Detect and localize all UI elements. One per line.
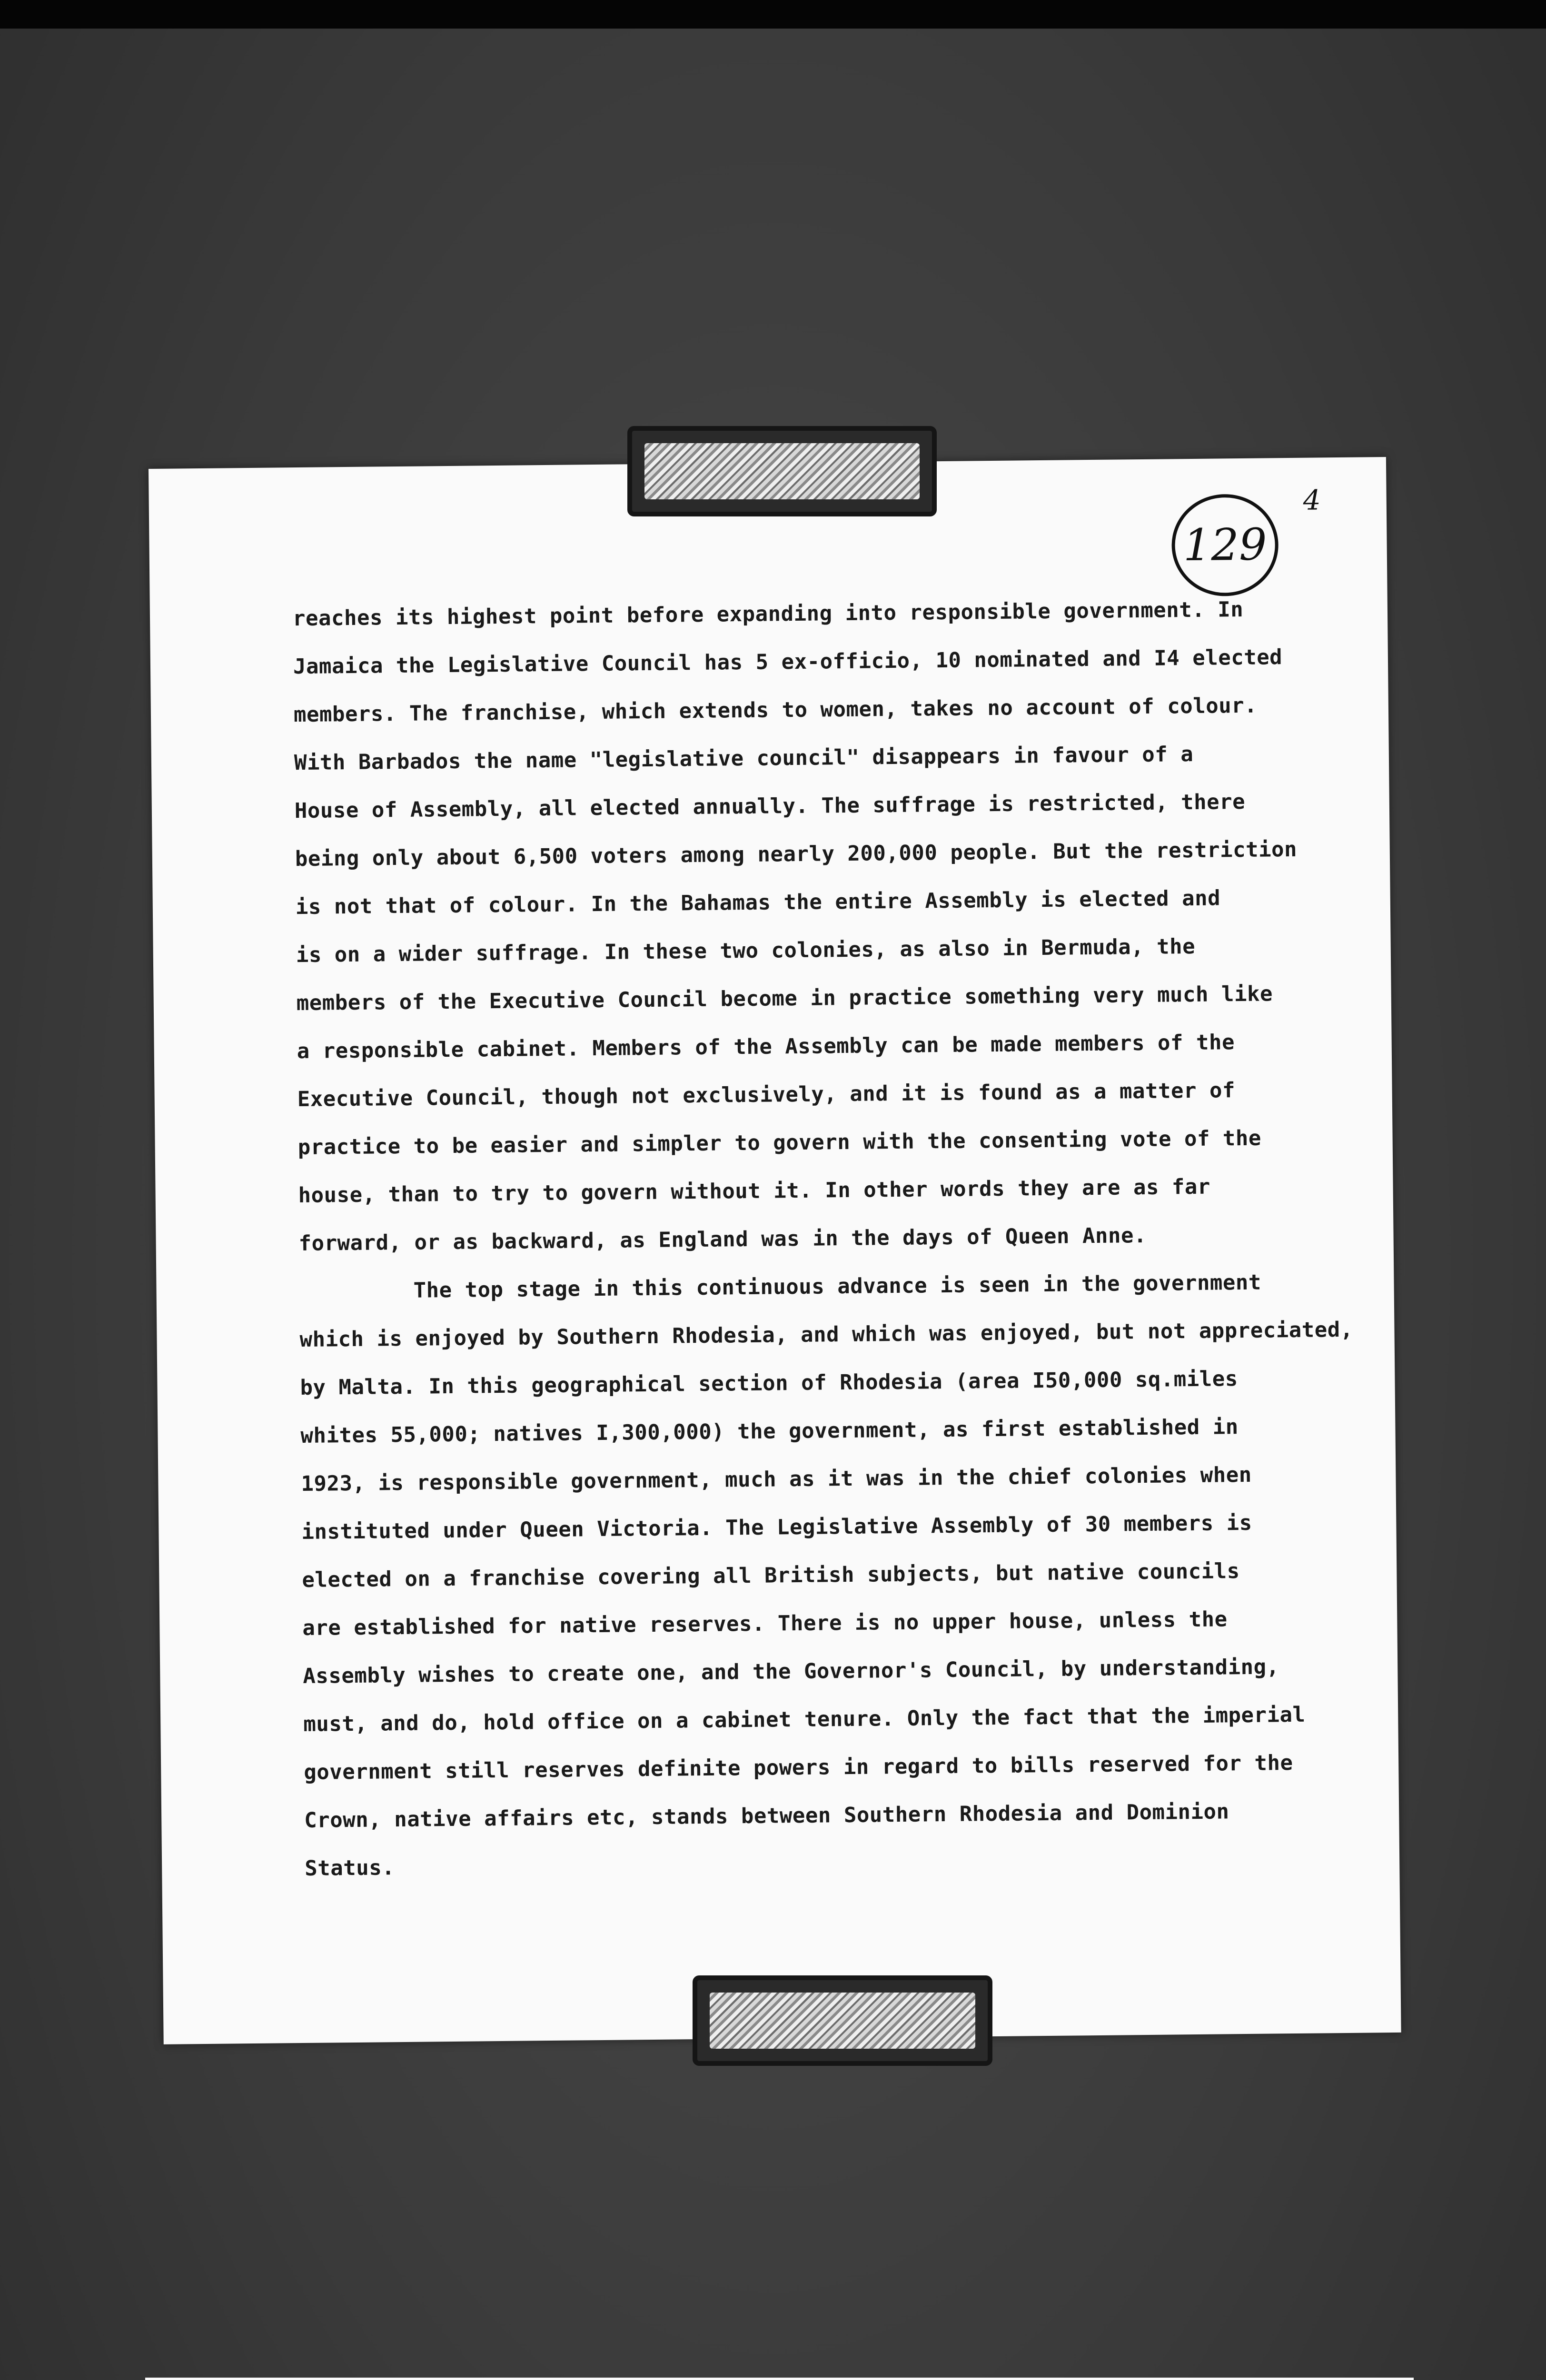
manuscript-page <box>149 457 1401 2044</box>
text-line: a responsible cabinet. Members of the Assembly can be made members of the <box>297 1030 1235 1064</box>
text-line: by Malta. In this geographical section of Rhodesia (area I50,000 sq.miles <box>300 1367 1238 1400</box>
film-edge-top <box>0 0 1546 29</box>
text-line: Status. <box>304 1855 395 1881</box>
text-line: With Barbados the name "legislative council" disappears in favour of a <box>294 742 1194 775</box>
text-line: is on a wider suffrage. In these two colonies, as also in Bermuda, the <box>296 934 1196 968</box>
text-line: must, and do, hold office on a cabinet tenure. Only the fact that the imperial <box>303 1702 1306 1736</box>
text-line: Assembly wishes to create one, and the Governor's Council, by understanding, <box>303 1655 1279 1689</box>
text-line: practice to be easier and simpler to govern with the consenting vote of the <box>297 1126 1262 1160</box>
text-line: whites 55,000; natives I,300,000) the government, as first established in <box>300 1415 1239 1448</box>
text-line: are established for native reserves. There is no upper house, unless the <box>302 1607 1228 1641</box>
text-line: is not that of colour. In the Bahamas the entire Assembly is elected and <box>295 886 1221 920</box>
text-line: members of the Executive Council become in practice something very much like <box>296 982 1273 1016</box>
text-line: Crown, native affairs etc, stands between Southern Rhodesia and Dominion <box>304 1799 1229 1833</box>
text-line: Executive Council, though not exclusively, and it is found as a matter of <box>297 1078 1236 1112</box>
text-line: members. The franchise, which extends to women, takes no account of colour. <box>293 693 1258 727</box>
text-line: instituted under Queen Victoria. The Legislative Assembly of 30 members is <box>301 1510 1252 1545</box>
text-line: 1923, is responsible government, much as it was in the chief colonies when <box>301 1462 1252 1497</box>
page-clip-bottom <box>693 1975 992 2066</box>
clip-surface <box>644 443 920 499</box>
text-line: house, than to try to govern without it. In other words they are as far <box>298 1174 1211 1208</box>
text-line: The top stage in this continuous advance is seen in the government <box>413 1270 1262 1303</box>
text-line: reaches its highest point before expanding into responsible government. In <box>292 597 1244 631</box>
clip-surface <box>710 1993 975 2049</box>
text-line: elected on a franchise covering all British subjects, but native councils <box>302 1559 1240 1593</box>
folio-mark: 4 <box>1303 484 1321 516</box>
text-line: forward, or as backward, as England was in the days of Queen Anne. <box>298 1223 1147 1256</box>
text-line: House of Assembly, all elected annually. The suffrage is restricted, there <box>294 789 1246 823</box>
text-line: being only about 6,500 voters among nearly 200,000 people. But the restriction <box>295 837 1298 872</box>
typed-text <box>292 597 1353 1904</box>
text-line: Jamaica the Legislative Council has 5 ex-officio, 10 nominated and I4 elected <box>293 645 1283 679</box>
text-line: which is enjoyed by Southern Rhodesia, and which was enjoyed, but not appreciated, <box>299 1317 1353 1352</box>
text-line: government still reserves definite powers in regard to bills reserved for the <box>304 1751 1293 1785</box>
folio-number: 129 <box>1171 494 1279 596</box>
page-clip-top <box>627 426 937 516</box>
